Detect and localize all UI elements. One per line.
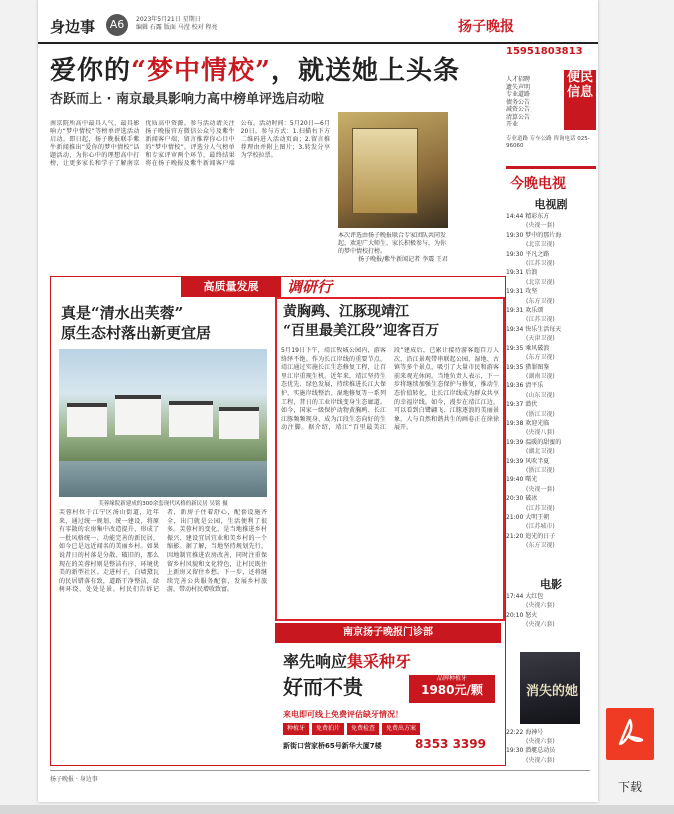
schedule-channel: (天津卫视) xyxy=(526,335,555,343)
ad-clinic-name: 南京扬子晚报门诊部 xyxy=(275,623,501,643)
editors-line: 编辑 石露 版面 马滢 校对 程亮 xyxy=(136,24,218,31)
ad-badge-price: 1980元/颗 xyxy=(421,683,483,697)
section-name: 身边事 xyxy=(50,18,96,36)
ad-button: 免费拍片 xyxy=(312,723,344,735)
schedule-title: 攻坚 xyxy=(525,288,538,296)
schedule-time: 14:44 xyxy=(506,213,526,220)
schedule-time: 19:39 xyxy=(506,438,526,446)
schedule-channel: (北京卫视) xyxy=(526,241,555,249)
trophy-card-image xyxy=(352,128,418,214)
schedule-time: 19:34 xyxy=(506,325,526,333)
classified-phone: 15951803813 xyxy=(506,46,583,57)
schedule-channel: (央视一套) xyxy=(526,222,555,230)
schedule-title: 温暖的甜蜜的 xyxy=(525,438,562,446)
tv-section-header: 电视剧 xyxy=(534,198,568,211)
tv-logo-text: 今晚电视 xyxy=(510,176,566,192)
story1-title-line1: 真是“清水出芙蓉” xyxy=(61,304,184,322)
story1-body: 芙蓉村位于江宁区汤山街道，近年来，通过统一规划、统一建设，将原有零散的农房集中改造提升，形成了一批风格统一、功能完善的新民居，如今已是远近闻名的美丽乡村。如果说昔日的村落是分散、破旧的，那么现在的芙蓉村则是整洁有序、环境优美的新型社区。走进村子，白墙黛瓦的民居错落有致，道路干净整洁，绿树环绕，处处是景。村民们告诉记者，新房子住着舒心，配套设施齐全，出门就是公园，生活便利了很多。芙蓉村的变化，是当地推进乡村振兴、建设宜居宜业和美乡村的一个缩影。据了解，当地坚持规划先行，因地制宜推进农房改善，同时注重保留乡村风貌和文化特色，让村民既住上新房又留住乡愁。下一步，还将继续完善公共服务配套，发展乡村旅游，带动村民增收致富。 xyxy=(59,509,267,594)
house-shape xyxy=(219,407,259,439)
schedule-time: 17:44 xyxy=(506,593,526,600)
story2-title-line1: 黄胸鹀、江豚现靖江 xyxy=(283,304,409,320)
schedule-title: 欢迎光临 xyxy=(525,419,550,427)
classified-item: 减资公告 xyxy=(506,106,531,113)
schedule-channel: (江苏城市) xyxy=(526,523,555,531)
schedule-channel: (山东卫视) xyxy=(526,391,555,399)
schedule-channel: (湖南卫视) xyxy=(526,372,555,380)
schedule-channel: (江苏卫视) xyxy=(526,504,555,512)
schedule-title: 清平乐 xyxy=(525,382,544,390)
schedule-time: 19:30 xyxy=(506,747,526,755)
schedule-row xyxy=(506,611,596,620)
feature-banner-left: 高质量发展 xyxy=(181,277,281,297)
schedule-row xyxy=(506,344,596,353)
house-shape xyxy=(169,401,213,437)
download-pdf-button[interactable] xyxy=(606,708,654,760)
schedule-row xyxy=(506,325,596,334)
classified-item: 债务公告 xyxy=(506,98,531,106)
schedule-title: 风吹半夏 xyxy=(525,457,550,465)
top-headline xyxy=(50,50,460,87)
ad-tel: 8353 3399 xyxy=(415,737,486,751)
top-story-credit: 扬子晚报/紫牛新闻记者 李震 王君 xyxy=(358,256,448,263)
schedule-row xyxy=(506,306,596,315)
schedule-channel: (东方卫视) xyxy=(526,297,555,305)
schedule-channel: (浙江卫视) xyxy=(526,410,555,418)
schedule-channel: (湖北卫视) xyxy=(526,448,555,456)
schedule-time: 21:00 xyxy=(506,514,526,521)
schedule-channel: (江苏卫视) xyxy=(526,260,555,268)
date-line: 2023年5月21日 星期日 xyxy=(136,16,201,23)
top-subhead: 杏跃而上 · 南京最具影响力高中榜单评选启动啦 xyxy=(50,92,324,107)
classified-note: 专业道路 专车公路 咨询电话 025-96060 xyxy=(506,136,590,149)
feature-banner-right: 调研行 xyxy=(287,278,333,296)
ad-line1-pre: 率先响应 xyxy=(283,652,348,671)
schedule-time: 19:38 xyxy=(506,419,526,427)
house-shape xyxy=(67,403,107,437)
schedule-row xyxy=(506,231,596,240)
photo-caption: 芙蓉缘院新建成的300余套现代风格的新民居 吴铭 摄 xyxy=(98,501,228,507)
schedule-title: 潜艇总动员 xyxy=(525,747,556,755)
schedule-time: 19:31 xyxy=(506,307,526,315)
classified-item: 专业道路 xyxy=(506,91,531,98)
ad-line1-red: 集采种牙 xyxy=(347,652,412,671)
schedule-channel: (央视六套) xyxy=(526,621,555,629)
schedule-row xyxy=(506,212,596,221)
ad-phone-text: 来电即可线上免费评估缺牙情况！ xyxy=(283,710,403,719)
schedule-row xyxy=(506,532,596,541)
schedule-time: 19:40 xyxy=(506,476,526,484)
headline-pre: 爱你的 xyxy=(50,56,132,86)
schedule-row xyxy=(506,381,596,390)
ad-button: 种植牙 xyxy=(283,723,309,735)
movie-poster xyxy=(520,652,580,724)
schedule-time: 22:22 xyxy=(506,729,526,736)
schedule-channel: (央视八套) xyxy=(526,429,555,437)
schedule-title: 欢乐颂 xyxy=(525,307,544,315)
schedule-title: 快乐生活每天 xyxy=(525,325,562,333)
download-label[interactable]: 下载 xyxy=(617,780,642,794)
classified-item: 遗失声明 xyxy=(506,83,531,91)
pdf-icon xyxy=(606,708,654,760)
ad-line2: 好而不贵 xyxy=(283,675,363,699)
right-column xyxy=(506,40,598,802)
story2-body: 5月19日下午，靖江牧城公园内，游客络绎不绝。作为长江岸线的重要节点，靖江通过实施长江生态修复工程，让百里江岸重现生机。近年来，靖江坚持生态优先、绿色发展，持续推进长江大保护，实施岸线整治、湿地修复等一系列工程，昔日的工业岸线变身生态廊道。如今，国家一级保护动物黄胸鹀、长江江豚频频现身，成为江段生态向好的生动注脚。据介绍，靖江“百里最美江段”建成后，已累计接待游客超百万人次，沿江景观带串联起公园、湿地、古镇等多个景点，吸引了大量市民和游客前来观光休闲。当地负责人表示，下一步将继续加强生态保护与修复，推动生态价值转化，让长江岸线成为群众共享的幸福岸线。如今，漫步在靖江江边，可以看到白鹭翩飞、江豚逐浪的美丽景象，人与自然和谐共生的画卷正在徐徐展开。 xyxy=(281,347,499,432)
story2-box xyxy=(275,297,505,621)
schedule-title: 海神号 xyxy=(525,729,544,736)
movie-list xyxy=(506,592,596,630)
classified-item: 清算公告 xyxy=(506,113,531,121)
schedule-channel: (江苏卫视) xyxy=(526,316,555,324)
schedule-row xyxy=(506,592,596,601)
schedule-row xyxy=(506,475,596,484)
schedule-title: 潜伏 xyxy=(525,401,538,409)
schedule-row xyxy=(506,746,596,755)
schedule-time: 21:20 xyxy=(506,532,526,540)
schedule-title: 乘风破浪 xyxy=(525,344,550,352)
schedule-time: 19:35 xyxy=(506,363,526,371)
schedule-time: 20:30 xyxy=(506,495,526,503)
tv-list xyxy=(506,212,596,551)
classified-item: 开业 xyxy=(506,121,519,128)
schedule-time: 19:39 xyxy=(506,457,526,465)
tv-logo xyxy=(506,166,596,195)
schedule-row xyxy=(506,457,596,466)
top-story-photo xyxy=(338,112,448,228)
schedule-row xyxy=(506,287,596,296)
village-photo xyxy=(59,349,267,497)
schedule-row xyxy=(506,728,596,737)
ad-line1 xyxy=(283,649,411,672)
schedule-time: 19:37 xyxy=(506,401,526,409)
movie-section-header: 电影 xyxy=(540,578,562,591)
headline-post: ，就送她上头条 xyxy=(270,56,460,86)
schedule-channel: (央视六套) xyxy=(526,738,555,746)
horizontal-scrollbar[interactable] xyxy=(0,805,674,814)
schedule-channel: (央视六套) xyxy=(526,756,555,764)
schedule-channel: (浙江卫视) xyxy=(526,466,555,474)
schedule-time: 19:31 xyxy=(506,269,526,277)
newspaper-page xyxy=(38,0,598,802)
schedule-title: 平凡之路 xyxy=(525,250,550,258)
schedule-channel: (东方卫视) xyxy=(526,542,555,550)
ad-buttons xyxy=(283,723,493,735)
schedule-title: 大红包 xyxy=(525,593,544,600)
ad-price-badge xyxy=(409,675,495,703)
schedule-channel: (央视六套) xyxy=(526,602,555,610)
page-footer: 扬子晚报 · 身边事 xyxy=(50,770,590,783)
story1-title xyxy=(61,303,211,343)
schedule-time: 19:36 xyxy=(506,382,526,390)
movie-list-2 xyxy=(506,728,596,765)
story1-title-line2: 原生态村落出新更宜居 xyxy=(61,324,212,342)
schedule-row xyxy=(506,513,596,522)
feature-banner xyxy=(181,277,381,297)
schedule-time: 20:10 xyxy=(506,611,526,619)
schedule-row xyxy=(506,250,596,259)
top-story-body: 南京院所高中最具人气、最具影响力“梦中情校”等榜单评选活动启动。即日起，扬子晚报联手紫牛新闻推出“爱你的梦中情校”话题活动，为你心中的理想高中打榜，让更多家长和学子了解南京优质高中资源。参与活动请关注扬子晚报官方微信公众号及紫牛新闻客户端，留言推荐你心目中的“梦中情校”。评选分人气榜单和专家评审两个环节，最终结果将在扬子晚报及紫牛新闻客户端公布。活动时间：5月20日—6月20日。参与方式：1.扫描右下方二维码进入活动页面；2.留言推荐理由并附上图片；3.转发分享为学校拉票。 xyxy=(50,120,330,167)
page-number-badge: A6 xyxy=(106,14,128,36)
ad-address: 新街口营家桥65号新华大厦7楼 xyxy=(283,742,382,750)
schedule-title: 猎罪图鉴 xyxy=(525,363,550,371)
ad-button: 免费出方案 xyxy=(382,723,420,735)
schedule-title: 追光的日子 xyxy=(525,532,556,540)
schedule-time: 19:30 xyxy=(506,250,526,258)
pond-water xyxy=(59,461,267,497)
schedule-channel: (央视一套) xyxy=(526,485,555,493)
schedule-title: 曙光 xyxy=(525,476,538,484)
schedule-title: 怒火 xyxy=(525,611,538,619)
schedule-title: 后浪 xyxy=(525,269,538,277)
schedule-channel: (东方卫视) xyxy=(526,354,555,362)
classified-item: 人才招聘 xyxy=(506,76,531,83)
ad-badge-small: 品牌种植牙 xyxy=(436,675,467,682)
headline-quote: “梦中情校” xyxy=(131,56,271,86)
header-date xyxy=(136,16,218,32)
schedule-title: 大明王朝 xyxy=(525,514,550,521)
house-shape xyxy=(115,395,161,435)
schedule-title: 梦中的那片海 xyxy=(525,231,562,239)
schedule-row xyxy=(506,400,596,409)
top-story-body-2-text: 本次评选由扬子晚报联合专家团队共同发起，欢迎广大师生、家长积极参与，为你的梦中情校打榜。 xyxy=(338,232,447,255)
schedule-row xyxy=(506,268,596,277)
masthead-logo: 扬子晚报 xyxy=(458,19,514,35)
schedule-row xyxy=(506,438,596,447)
classified-list xyxy=(506,76,562,129)
classified-box: 便民信息 xyxy=(564,70,596,130)
schedule-time: 19:30 xyxy=(506,231,526,239)
schedule-time: 19:31 xyxy=(506,288,526,296)
story2-title xyxy=(283,303,439,341)
ad-button: 免费检查 xyxy=(347,723,379,735)
schedule-channel: (北京卫视) xyxy=(526,278,555,286)
schedule-row xyxy=(506,494,596,503)
schedule-title: 破冰 xyxy=(525,495,538,503)
schedule-time: 19:35 xyxy=(506,344,526,352)
schedule-row xyxy=(506,363,596,372)
dental-ad xyxy=(275,623,501,761)
schedule-title: 精彩东方 xyxy=(525,213,550,220)
story2-title-line2: “百里最美江段”迎客百万 xyxy=(283,323,440,339)
schedule-row xyxy=(506,419,596,428)
feature-block xyxy=(50,276,506,766)
poster-title: 消失的她 xyxy=(526,684,579,699)
